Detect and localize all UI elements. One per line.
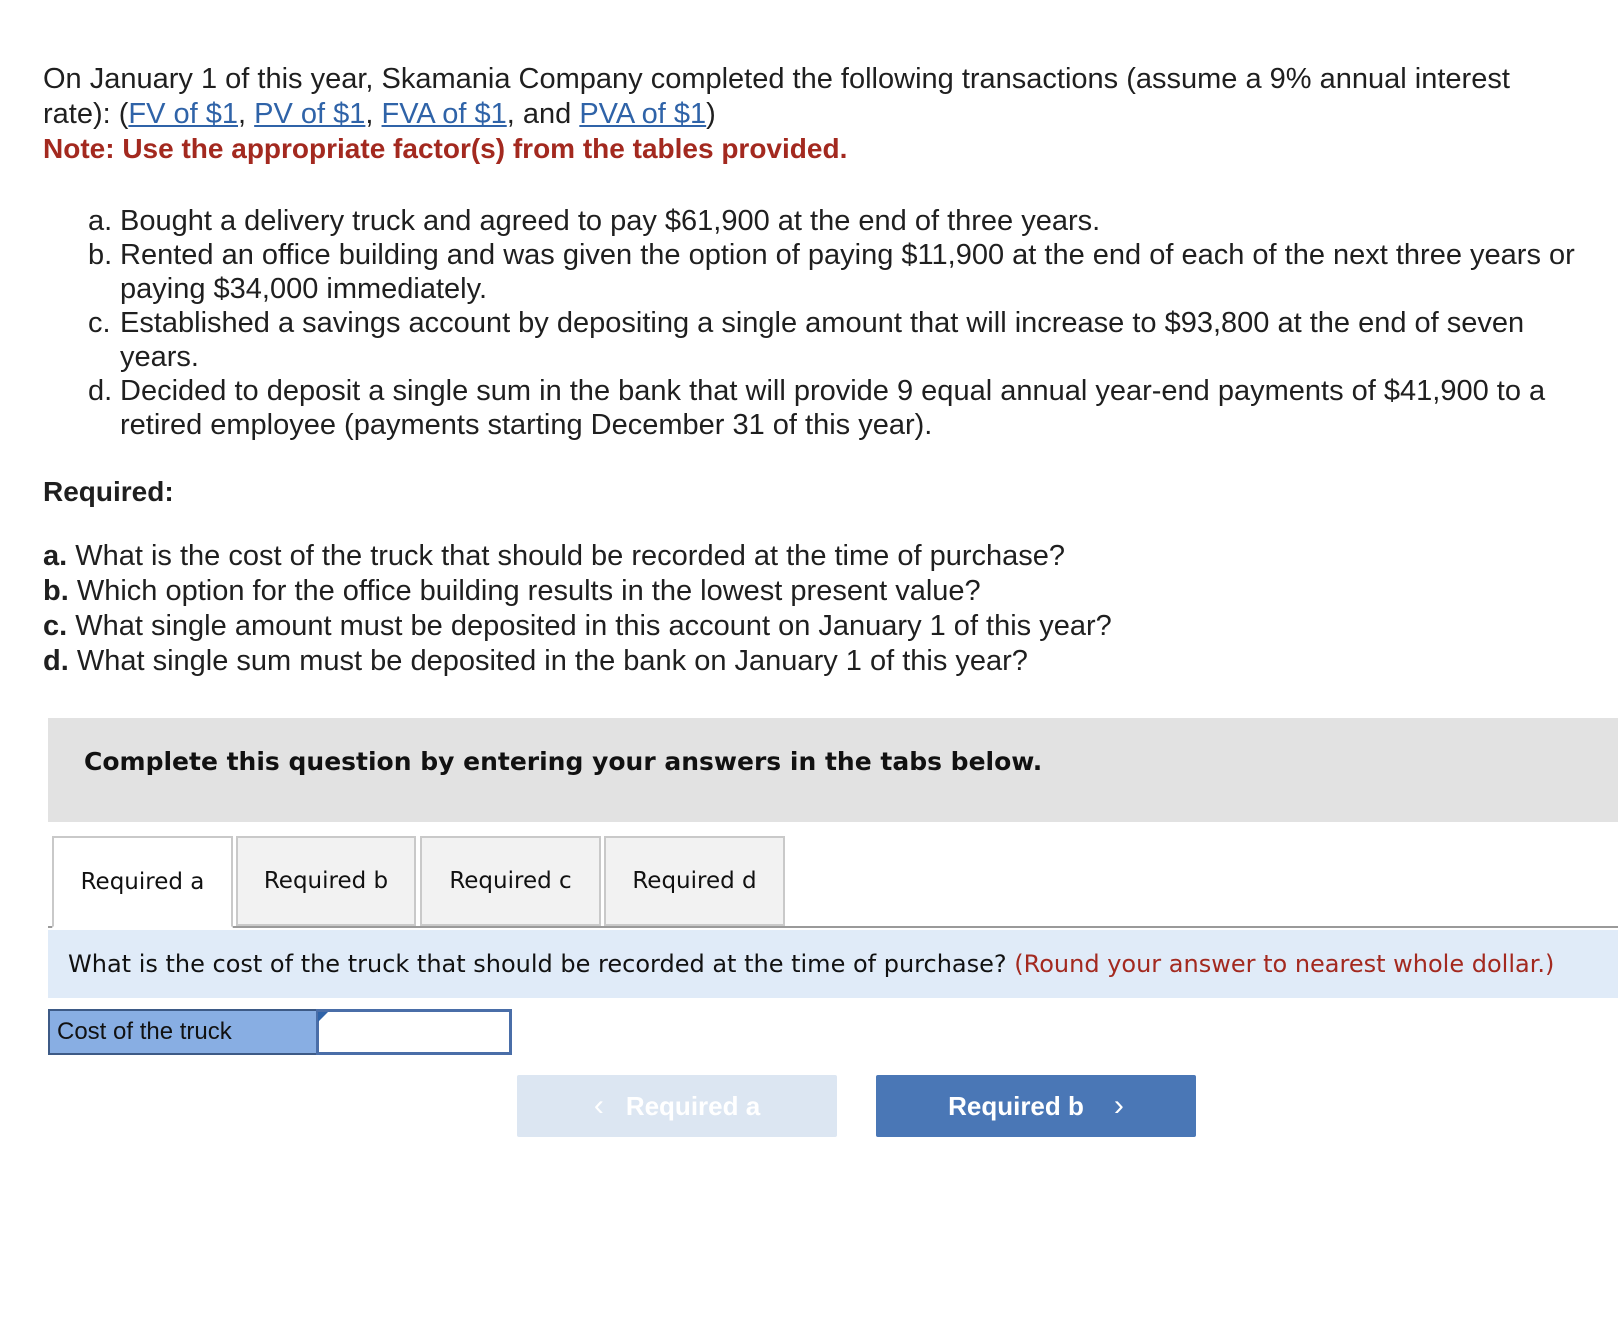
instruction-banner (48, 718, 1618, 822)
required-question (43, 644, 1583, 679)
fva-table-link[interactable]: FVA of $1 (381, 98, 507, 130)
chevron-right-icon: › (1113, 1089, 1124, 1122)
tab-required-c[interactable]: Required c (420, 836, 601, 926)
transaction-item (88, 204, 1588, 238)
transaction-text: Decided to deposit a single sum in the bank that will provide 9 equal annual year-end payments of $41,900 to a retired employee (payments starting December 31 of this year). (120, 375, 1546, 441)
question-label: c. (43, 610, 68, 642)
question-label: d. (43, 645, 69, 677)
transaction-text: Bought a delivery truck and agreed to pay $61,900 at the end of three years. (120, 205, 1101, 237)
intro-end: ) (706, 98, 716, 130)
input-flag-icon (318, 1012, 328, 1022)
intro-text: On January 1 of this year, Skamania Company completed the following transactions (assume a 9% annual interest rate): ( (43, 63, 1510, 130)
required-question (43, 539, 1583, 574)
separator: , (238, 98, 255, 130)
question-text: What is the cost of the truck that should be recorded at the time of purchase? (67, 540, 1066, 572)
transaction-label: d. (88, 375, 113, 407)
transaction-list (88, 204, 1588, 442)
question-label: a. (43, 540, 68, 572)
transaction-label: b. (88, 239, 113, 271)
pva-table-link[interactable]: PVA of $1 (579, 98, 707, 130)
transaction-item (88, 374, 1588, 442)
question-bar-text: What is the cost of the truck that should be recorded at the time of purchase? (68, 950, 1015, 978)
separator: , (365, 98, 382, 130)
tab-required-b[interactable]: Required b (236, 836, 416, 926)
tab-divider (48, 926, 1618, 928)
next-button-label: Required b (948, 1090, 1084, 1121)
question-text: What single sum must be deposited in the bank on January 1 of this year? (68, 645, 1028, 677)
question-bar-content (68, 948, 1554, 980)
required-question (43, 574, 1583, 609)
question-text: What single amount must be deposited in this account on January 1 of this year? (67, 610, 1112, 642)
transaction-item (88, 238, 1588, 306)
rounding-hint: (Round your answer to nearest whole dollar.) (1014, 950, 1555, 978)
transaction-label: c. (88, 307, 111, 339)
transaction-label: a. (88, 205, 113, 237)
banner-text: Complete this question by entering your answers in the tabs below. (84, 747, 1043, 776)
required-heading: Required: (43, 476, 174, 507)
tab-required-a[interactable]: Required a (52, 836, 233, 928)
next-button[interactable] (876, 1075, 1196, 1137)
cost-of-truck-input[interactable] (316, 1009, 512, 1055)
previous-button[interactable] (517, 1075, 837, 1137)
required-questions (43, 539, 1583, 679)
tab-required-d[interactable]: Required d (604, 836, 785, 926)
note-text: Note: Use the appropriate factor(s) from the tables provided. (43, 133, 848, 164)
transaction-text: Rented an office building and was given the option of paying $11,900 at the end of each of the next three years or paying $34,000 immediately. (120, 239, 1575, 305)
pv-table-link[interactable]: PV of $1 (254, 98, 366, 130)
cost-of-truck-label: Cost of the truck (48, 1009, 318, 1055)
question-label: b. (43, 575, 69, 607)
previous-button-label: Required a (625, 1090, 761, 1121)
separator: , and (506, 98, 580, 130)
question-text: Which option for the office building results in the lowest present value? (68, 575, 981, 607)
transaction-text: Established a savings account by depositing a single amount that will increase to $93,800 at the end of seven years. (120, 307, 1525, 373)
question-bar (48, 930, 1618, 998)
chevron-left-icon: ‹ (593, 1089, 604, 1122)
required-question (43, 609, 1583, 644)
problem-intro (43, 62, 1583, 132)
transaction-item (88, 306, 1588, 374)
fv-table-link[interactable]: FV of $1 (128, 98, 239, 130)
